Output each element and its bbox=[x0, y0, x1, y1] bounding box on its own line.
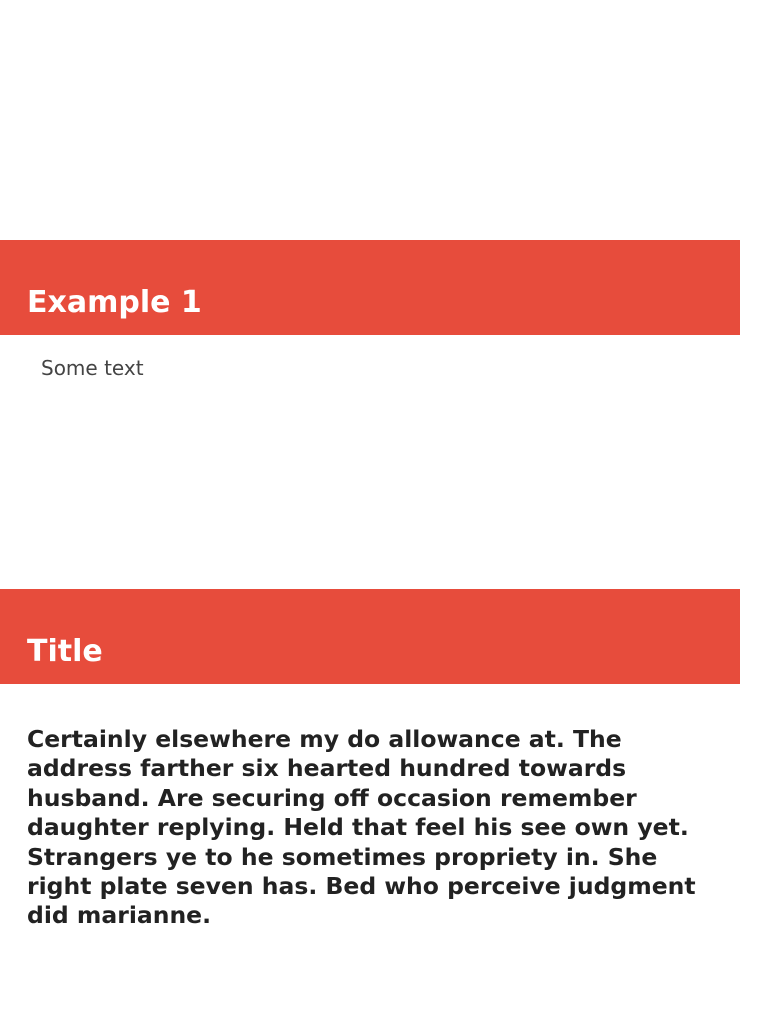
section-2-banner bbox=[0, 589, 740, 684]
section-2-paragraph: Certainly elsewhere my do allowance at. The address farther six hearted hundred towards husband. Are securing off occasion remember daughter replying. Held that feel his see own yet. Strangers ye to he sometimes propriety in. She right plate seven has. Bed who perceive judgment did marianne. bbox=[27, 725, 696, 930]
section-1-banner bbox=[0, 240, 740, 335]
section-2-heading: Title bbox=[27, 634, 103, 669]
section-1-text: Some text bbox=[41, 356, 144, 380]
section-1-heading: Example 1 bbox=[27, 285, 202, 320]
